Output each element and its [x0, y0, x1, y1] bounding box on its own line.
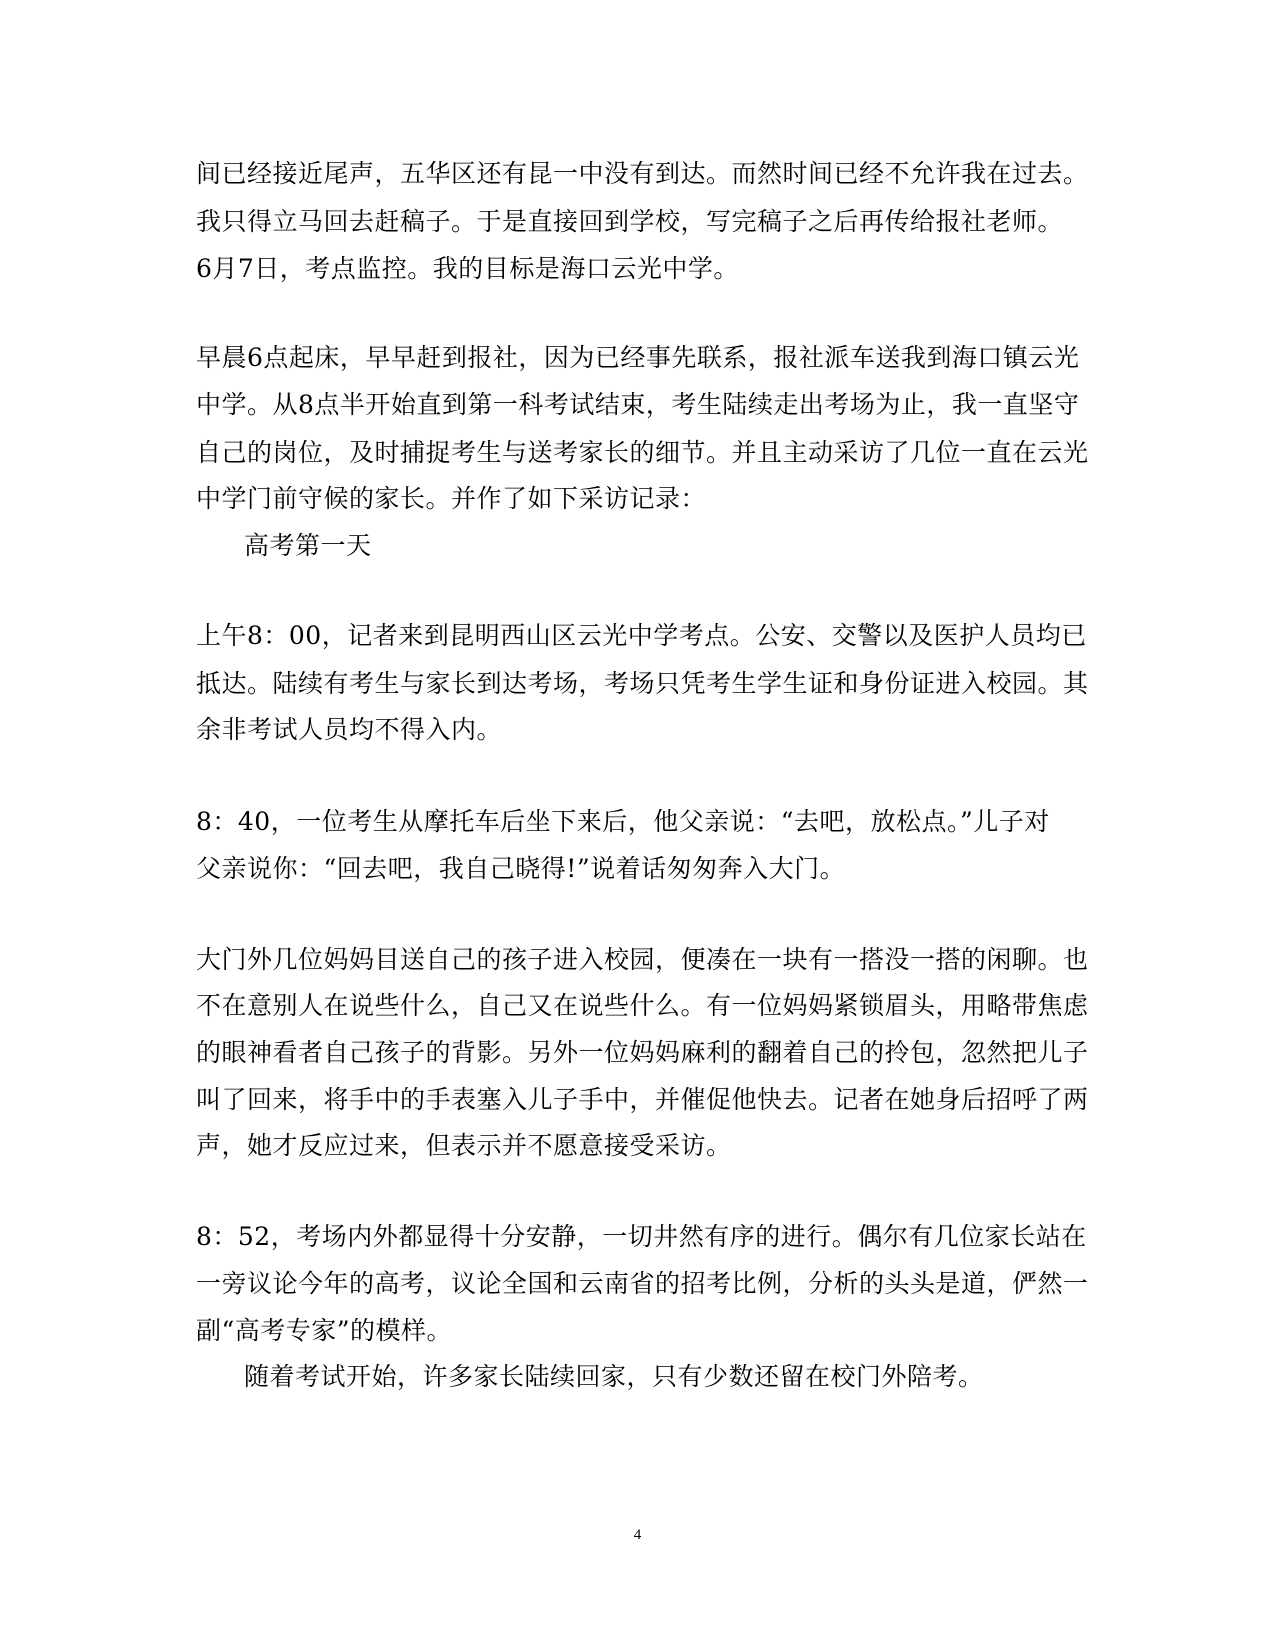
text-line: 声，她才反应过来，但表示并不愿意接受采访。	[196, 1131, 732, 1160]
text-line: 的眼神看者自己孩子的背影。另外一位妈妈麻利的翻着自己的拎包，忽然把儿子	[196, 1038, 1089, 1067]
text-line: 父亲说你：“回去吧，我自己晓得!”说着话匆匆奔入大门。	[196, 854, 846, 883]
text-line: 8：40，一位考生从摩托车后坐下来后，他父亲说：“去吧，放松点。”儿子对	[196, 807, 1050, 836]
text-line: 自己的岗位，及时捕捉考生与送考家长的细节。并且主动采访了几位一直在云光	[196, 438, 1089, 467]
text-line: 中学。从8点半开始直到第一科考试结束，考生陆续走出考场为止，我一直坚守	[196, 390, 1080, 419]
text-line: 一旁议论今年的高考，议论全国和云南省的招考比例，分析的头头是道，俨然一	[196, 1269, 1089, 1298]
page-number: 4	[633, 1527, 642, 1543]
text-line: 抵达。陆续有考生与家长到达考场，考场只凭考生学生证和身份证进入校园。其	[196, 669, 1089, 698]
text-line: 叫了回来，将手中的手表塞入儿子手中，并催促他快去。记者在她身后招呼了两	[196, 1085, 1089, 1114]
text-line: 早晨6点起床，早早赶到报社，因为已经事先联系，报社派车送我到海口镇云光	[196, 343, 1080, 372]
text-line: 不在意别人在说些什么，自己又在说些什么。有一位妈妈紧锁眉头，用略带焦虑	[196, 991, 1089, 1020]
text-line: 上午8：00，记者来到昆明西山区云光中学考点。公安、交警以及医护人员均已	[196, 621, 1087, 650]
text-line: 大门外几位妈妈目送自己的孩子进入校园，便凑在一块有一搭没一搭的闲聊。也	[196, 945, 1089, 974]
text-line: 余非考试人员均不得入内。	[196, 715, 503, 744]
text-line: 中学门前守候的家长。并作了如下采访记录：	[196, 484, 707, 513]
text-line: 间已经接近尾声，五华区还有昆一中没有到达。而然时间已经不允许我在过去。	[196, 159, 1089, 188]
text-line: 随着考试开始，许多家长陆续回家，只有少数还留在校门外陪考。	[244, 1362, 984, 1391]
text-line: 8：52，考场内外都显得十分安静，一切井然有序的进行。偶尔有几位家长站在	[196, 1222, 1087, 1251]
section-heading: 高考第一天	[244, 531, 372, 560]
text-line: 副“高考专家”的模样。	[196, 1316, 453, 1345]
text-line: 我只得立马回去赶稿子。于是直接回到学校，写完稿子之后再传给报社老师。	[196, 207, 1064, 236]
text-line: 6月7日，考点监控。我的目标是海口云光中学。	[196, 254, 739, 283]
